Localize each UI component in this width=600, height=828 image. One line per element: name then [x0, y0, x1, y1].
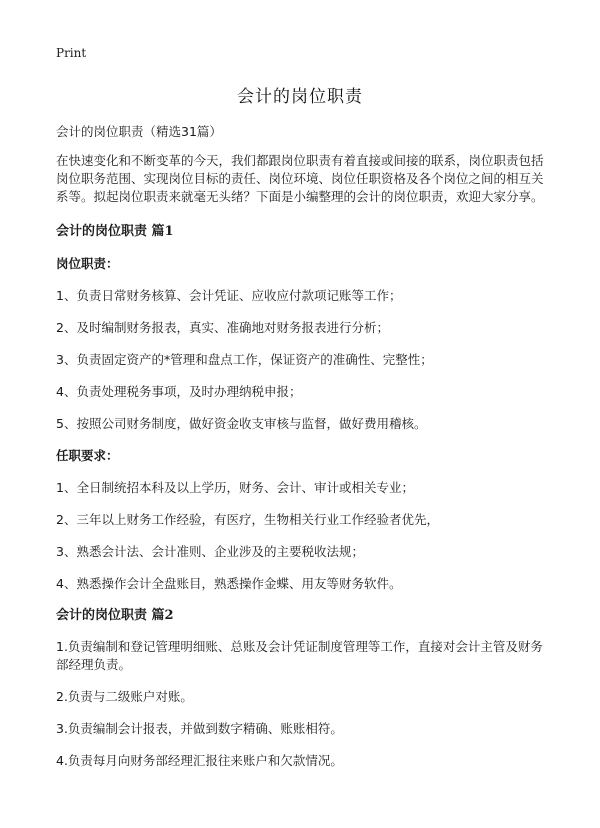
requirement-item: 1、全日制统招本科及以上学历，财务、会计、审计或相关专业； — [56, 480, 414, 495]
print-label: Print — [56, 46, 87, 60]
section-2-item: 4.负责每月向财务部经理汇报往来账户和欠款情况。 — [56, 753, 343, 768]
duty-item: 4、负责处理税务事项，及时办理纳税申报； — [56, 384, 302, 399]
requirements-heading: 任职要求： — [56, 448, 119, 463]
section-2-item: 1.负责编制和登记管理明细账、总账及会计凭证制度管理等工作，直接对会计主管及财务部经理负责。 — [56, 639, 543, 672]
intro-paragraph: 在快速变化和不断变革的今天，我们都跟岗位职责有着直接或间接的联系，岗位职责包括岗位职务范围、实现岗位目标的责任、岗位环境、岗位任职资格及各个岗位之间的相互关系等。拟起岗位职责来就毫无头绪？下面是小编整理的会计的岗位职责，欢迎大家分享。 — [56, 153, 544, 204]
page-title: 会计的岗位职责 — [237, 87, 363, 107]
duty-item: 2、及时编制财务报表，真实、准确地对财务报表进行分析； — [56, 320, 389, 335]
duty-item: 5、按照公司财务制度，做好资金收支审核与监督，做好费用稽核。 — [56, 416, 427, 431]
document-body — [56, 122, 544, 783]
section-1-title: 会计的岗位职责 篇1 — [56, 224, 174, 239]
requirement-item: 4、熟悉操作会计全盘账目，熟悉操作金蝶、用友等财务软件。 — [56, 576, 402, 591]
section-2-item: 2.负责与二级账户对账。 — [56, 689, 193, 704]
requirement-item: 3、熟悉会计法、会计准则、企业涉及的主要税收法规； — [56, 544, 364, 559]
requirement-item: 2、三年以上财务工作经验，有医疗，生物相关行业工作经验者优先， — [56, 512, 439, 527]
duties-heading: 岗位职责： — [56, 256, 119, 271]
section-2-item: 3.负责编制会计报表，并做到数字精确、账账相符。 — [56, 721, 343, 736]
document-subtitle: 会计的岗位职责（精选31篇） — [56, 124, 222, 139]
duty-item: 1、负责日常财务核算、会计凭证、应收应付款项记账等工作； — [56, 288, 402, 303]
duty-item: 3、负责固定资产的*管理和盘点工作，保证资产的准确性、完整性； — [56, 352, 433, 367]
section-2-title: 会计的岗位职责 篇2 — [56, 608, 174, 623]
